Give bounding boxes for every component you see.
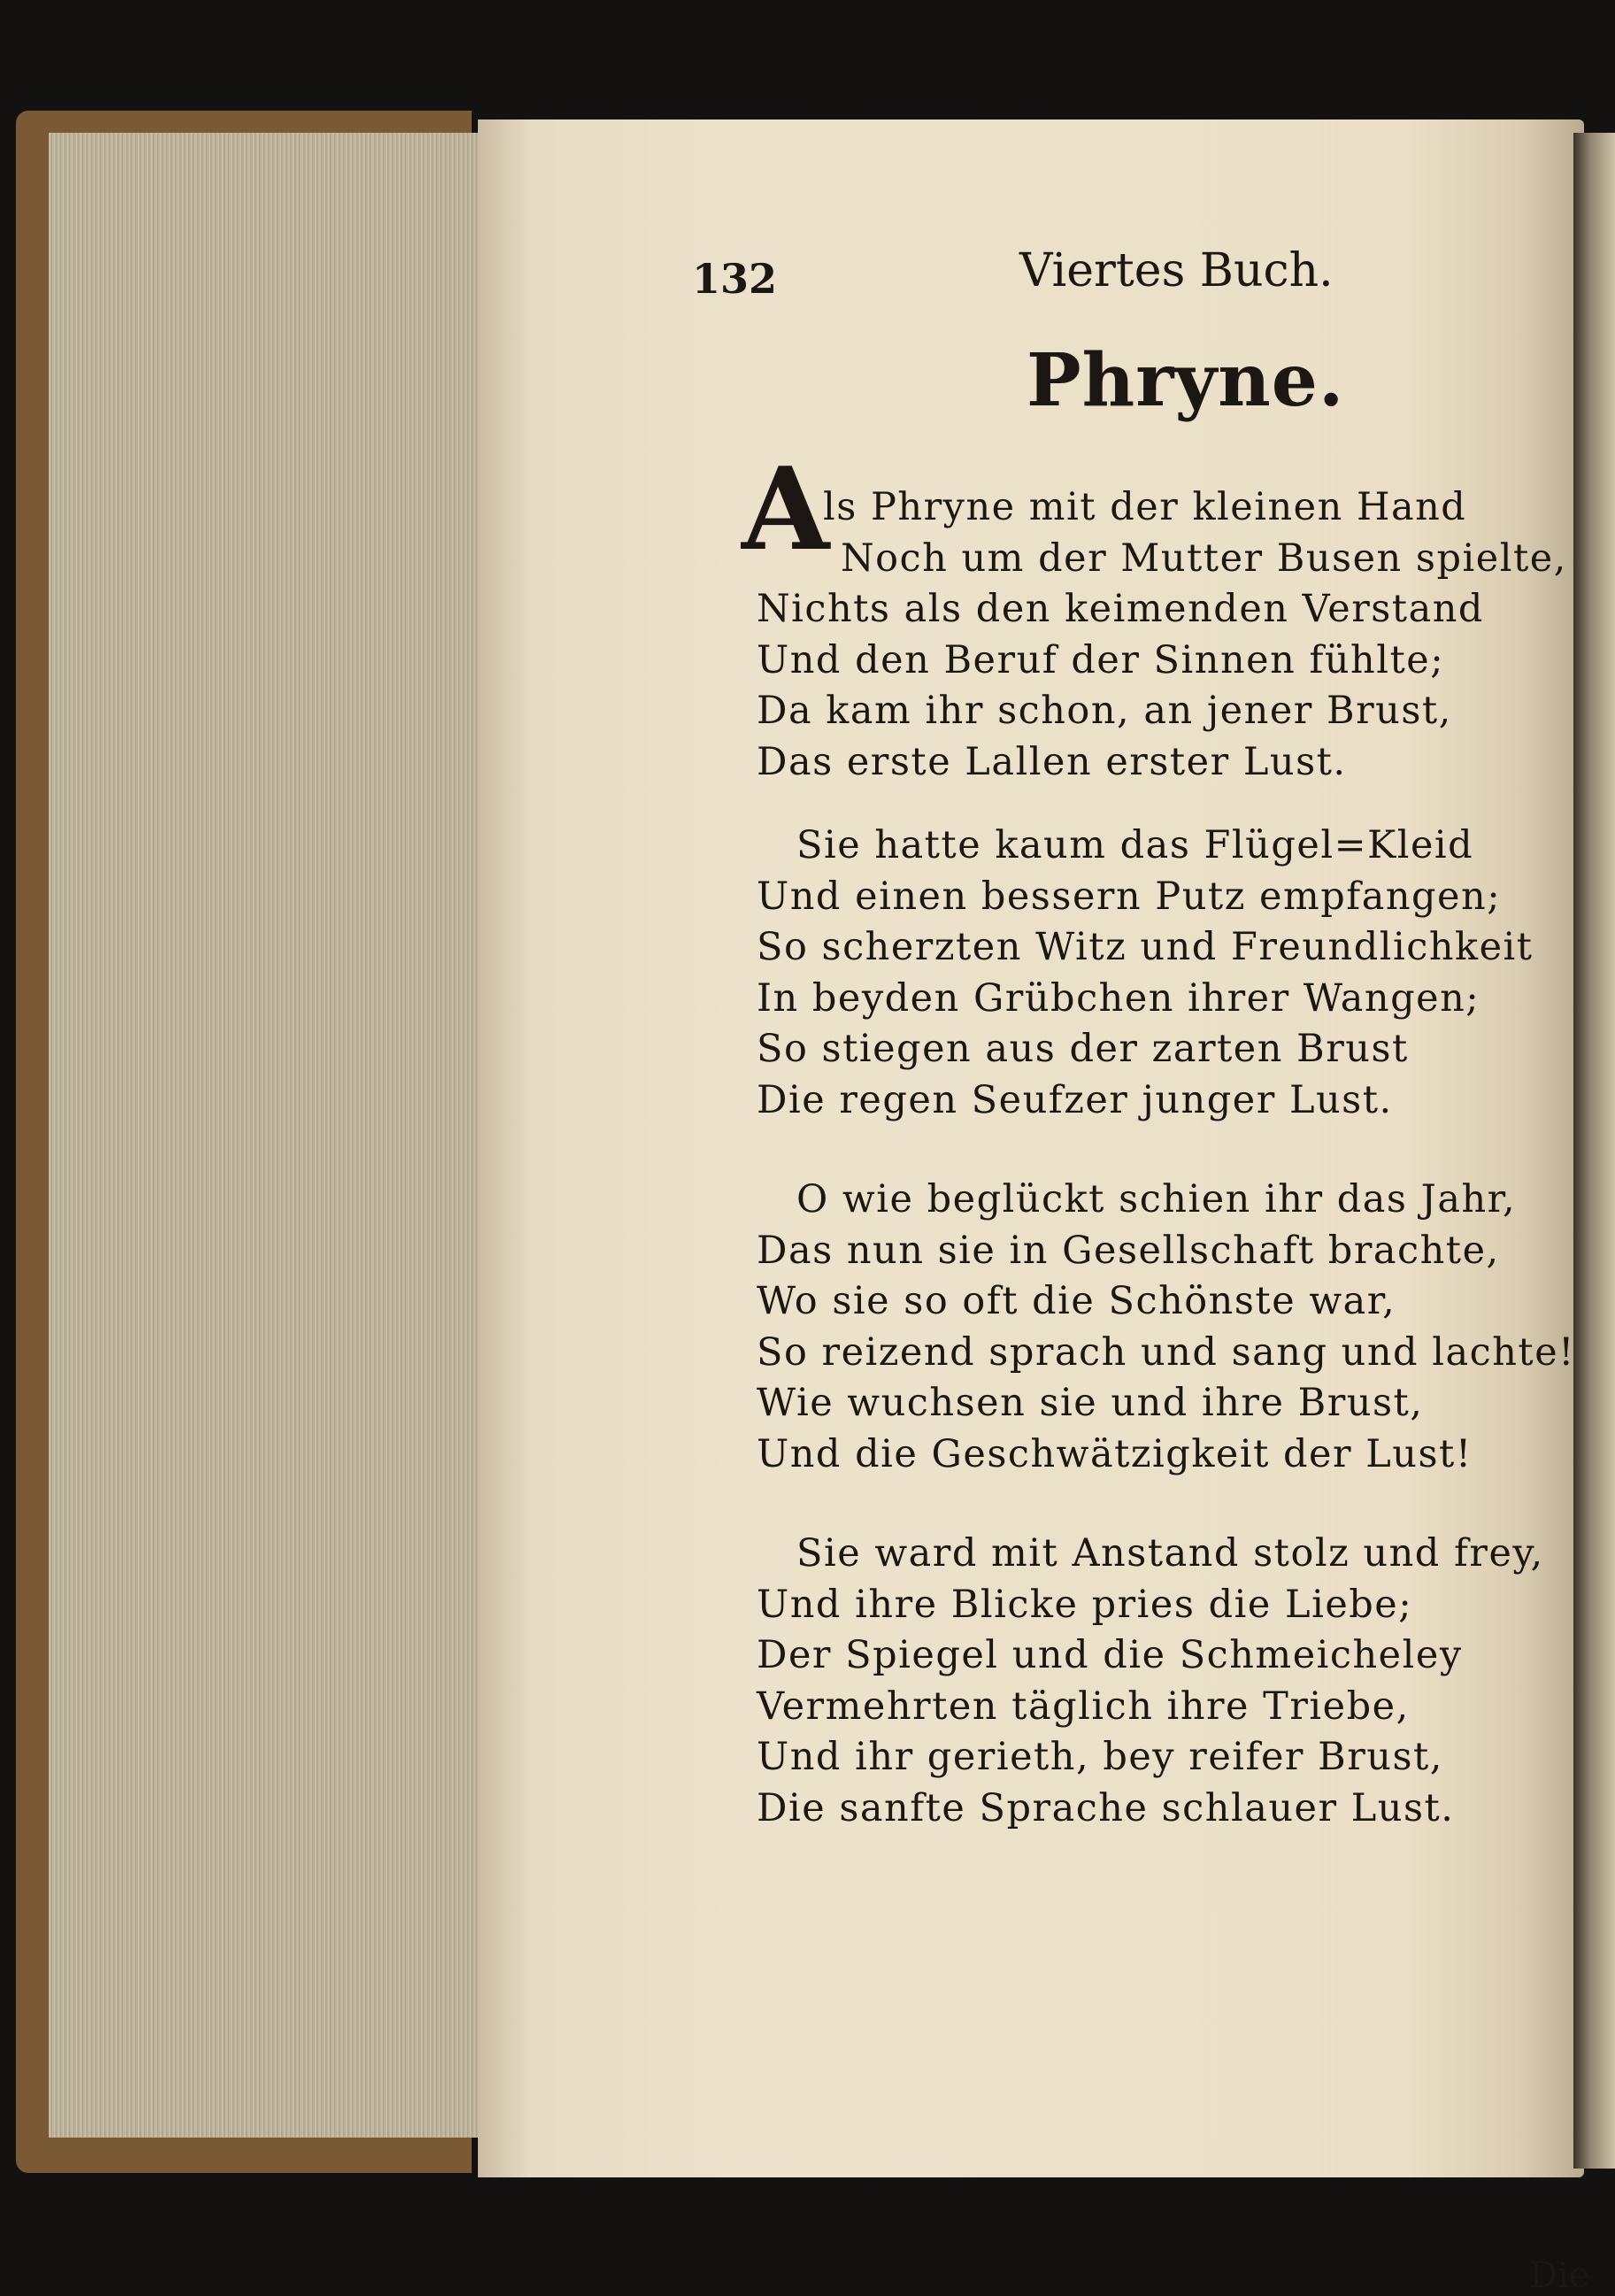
- verse-line: Wo sie so oft die Schönste war,: [757, 1279, 1396, 1323]
- binding-gutter: [1573, 133, 1615, 2169]
- verse-line: Da kam ihr schon, an jener Brust,: [757, 689, 1452, 733]
- running-head: Viertes Buch.: [1019, 244, 1334, 297]
- verse-line: Sie ward mit Anstand stolz und frey,: [796, 1531, 1544, 1576]
- verse-line: Nichts als den keimenden Verstand: [757, 587, 1484, 631]
- drop-cap: A: [742, 443, 830, 576]
- verse-line: Sie hatte kaum das Flügel=Kleid: [796, 823, 1474, 867]
- verse-line: So scherzten Witz und Freundlichkeit: [757, 925, 1534, 969]
- verse-line: Die regen Seufzer junger Lust.: [757, 1077, 1393, 1122]
- verse-line: Wie wuchsen sie und ihre Brust,: [757, 1381, 1424, 1425]
- verse-line: Der Spiegel und die Schmeicheley: [757, 1633, 1463, 1677]
- book-page: [478, 119, 1584, 2177]
- verse-line: Die sanfte Sprache schlauer Lust.: [757, 1785, 1455, 1830]
- verse-line: Und den Beruf der Sinnen fühlte;: [757, 637, 1445, 682]
- verse-line: Das erste Lallen erster Lust.: [757, 739, 1347, 784]
- verse-line: In beyden Grübchen ihrer Wangen;: [757, 975, 1480, 1021]
- verse-line: Und die Geschwätzigkeit der Lust!: [757, 1431, 1473, 1476]
- page-number: 132: [692, 255, 778, 303]
- verse-line: ls Phryne mit der kleinen Hand: [823, 485, 1467, 529]
- page-stack-edge: [49, 133, 490, 2138]
- verse-line: So reizend sprach und sang und lachte!: [757, 1329, 1575, 1375]
- verse-line: Das nun sie in Gesellschaft brachte,: [757, 1228, 1500, 1273]
- verse-line: Vermehrten täglich ihre Triebe,: [757, 1683, 1410, 1729]
- verse-line: Und ihre Blicke pries die Liebe;: [757, 1582, 1413, 1627]
- verse-line: O wie beglückt schien ihr das Jahr,: [796, 1177, 1517, 1221]
- catchword: Die: [1529, 2255, 1590, 2296]
- verse-line: Und einen bessern Putz empfangen;: [757, 874, 1502, 919]
- poem-title: Phryne.: [1027, 338, 1345, 423]
- verse-line: So stiegen aus der zarten Brust: [757, 1027, 1409, 1071]
- verse-line: Und ihr gerieth, bey reifer Brust,: [757, 1735, 1443, 1779]
- verse-line: Noch um der Mutter Busen spielte,: [841, 535, 1567, 581]
